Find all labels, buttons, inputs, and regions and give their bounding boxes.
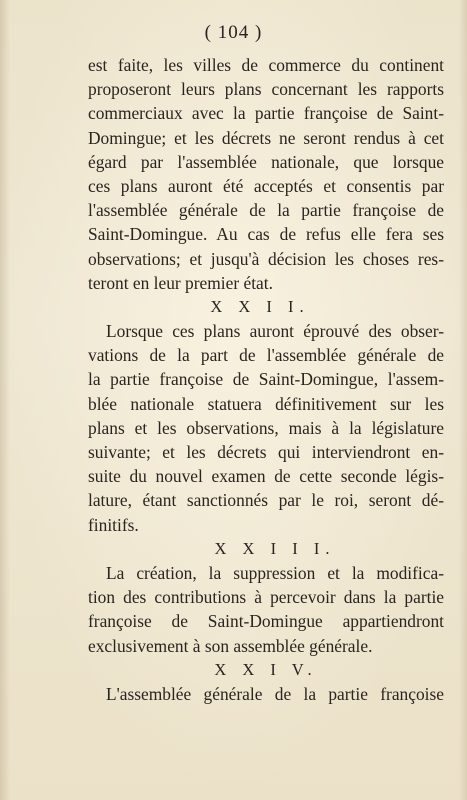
- text-line: finitifs.: [88, 514, 139, 535]
- page-edge-right: [459, 0, 467, 800]
- text-line: Domingue; et les décrets ne seront rendus à cet: [88, 127, 444, 148]
- page-number: ( 104 ): [204, 22, 263, 43]
- article-heading: X X I I I.: [214, 538, 336, 558]
- text-line: égard par l'assemblée nationale, que lorsque: [88, 151, 444, 172]
- section-article-23: [88, 537, 444, 658]
- page-body: [88, 53, 444, 706]
- text-line: suivante; et les décrets qui interviendront en-: [88, 442, 444, 462]
- page-edge-left: [0, 0, 10, 800]
- text-line: l'assemblée générale de la partie françoise de: [88, 200, 444, 221]
- text-line: vations de la part de l'assemblée générale de: [88, 345, 444, 366]
- text-line: blée nationale statuera définitivement sur les: [88, 393, 444, 414]
- article-heading: X X I V.: [214, 659, 318, 679]
- text-line: proposeront leurs plans concernant les rapports: [88, 79, 444, 100]
- text-line: commerciaux avec la partie françoise de Saint-: [88, 103, 444, 124]
- text-line: françoise de Saint-Domingue appartiendront: [88, 611, 444, 632]
- section-continuation: [88, 53, 444, 295]
- text-line: La création, la suppression et la modifica-: [106, 562, 444, 583]
- text-line: suite du nouvel examen de cette seconde légis-: [88, 466, 444, 487]
- text-line: L'assemblée générale de la partie françoise: [106, 683, 444, 704]
- text-line: tion des contributions à percevoir dans la partie: [88, 587, 444, 608]
- text-line: observations; et jusqu'à décision les choses res-: [88, 248, 444, 269]
- text-line: plans et les observations, mais à la législature: [88, 417, 444, 438]
- text-line: ces plans auront été acceptés et consentis par: [88, 175, 444, 196]
- section-article-22: [88, 295, 444, 537]
- section-article-24: [88, 658, 444, 706]
- article-heading: X X I I.: [210, 296, 310, 316]
- text-line: lature, étant sanctionnés par le roi, seront dé-: [88, 490, 444, 511]
- text-line: teront en leur premier état.: [88, 272, 273, 293]
- text-line: exclusivement à son assemblée générale.: [88, 635, 373, 656]
- text-line: Lorsque ces plans auront éprouvé des obser-: [106, 321, 444, 342]
- text-line: la partie françoise de Saint-Domingue, l'assem-: [88, 369, 444, 390]
- text-line: Saint-Domingue. Au cas de refus elle fera ses: [88, 224, 444, 245]
- text-line: est faite, les villes de commerce du continent: [88, 55, 444, 75]
